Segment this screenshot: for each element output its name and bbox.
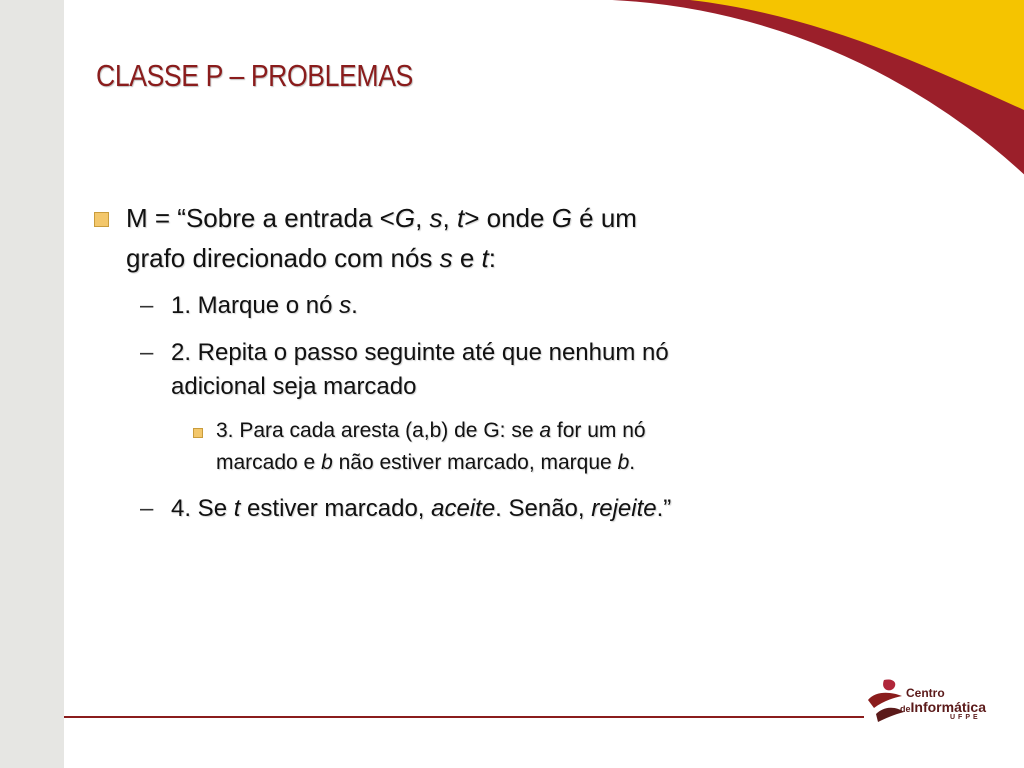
step-2-line-1: 2. Repita o passo seguinte até que nenhum nó <box>171 339 669 366</box>
bullet-square-small-icon <box>193 428 203 438</box>
step-3-line-1: 3. Para cada aresta (a,b) de G: se a for um nó <box>216 419 646 442</box>
step-4-text: 4. Se t estiver marcado, aceite. Senão, rejeite.” <box>171 495 672 522</box>
bullet-text-line-2: grafo direcionado com nós s e t: <box>126 243 497 273</box>
logo-text-ufpe: UFPE <box>950 714 981 721</box>
dash-bullet-icon: – <box>140 292 154 319</box>
logo-text-centro: Centro <box>906 686 945 700</box>
bullet-text-line-1: M = “Sobre a entrada <G, s, t> onde G é um <box>126 203 637 233</box>
step-3-line-2: marcado e b não estiver marcado, marque b. <box>216 451 636 474</box>
logo-text-informatica: deInformática <box>900 699 986 715</box>
footer-divider <box>64 716 864 718</box>
dash-bullet-icon: – <box>140 495 154 522</box>
step-2-line-2: adicional seja marcado <box>171 373 417 400</box>
dash-bullet-icon: – <box>140 339 154 366</box>
step-1-text: 1. Marque o nó s. <box>171 292 358 319</box>
bullet-square-icon <box>94 212 109 227</box>
slide-title: CLASSE P – PROBLEMAS <box>96 58 413 93</box>
